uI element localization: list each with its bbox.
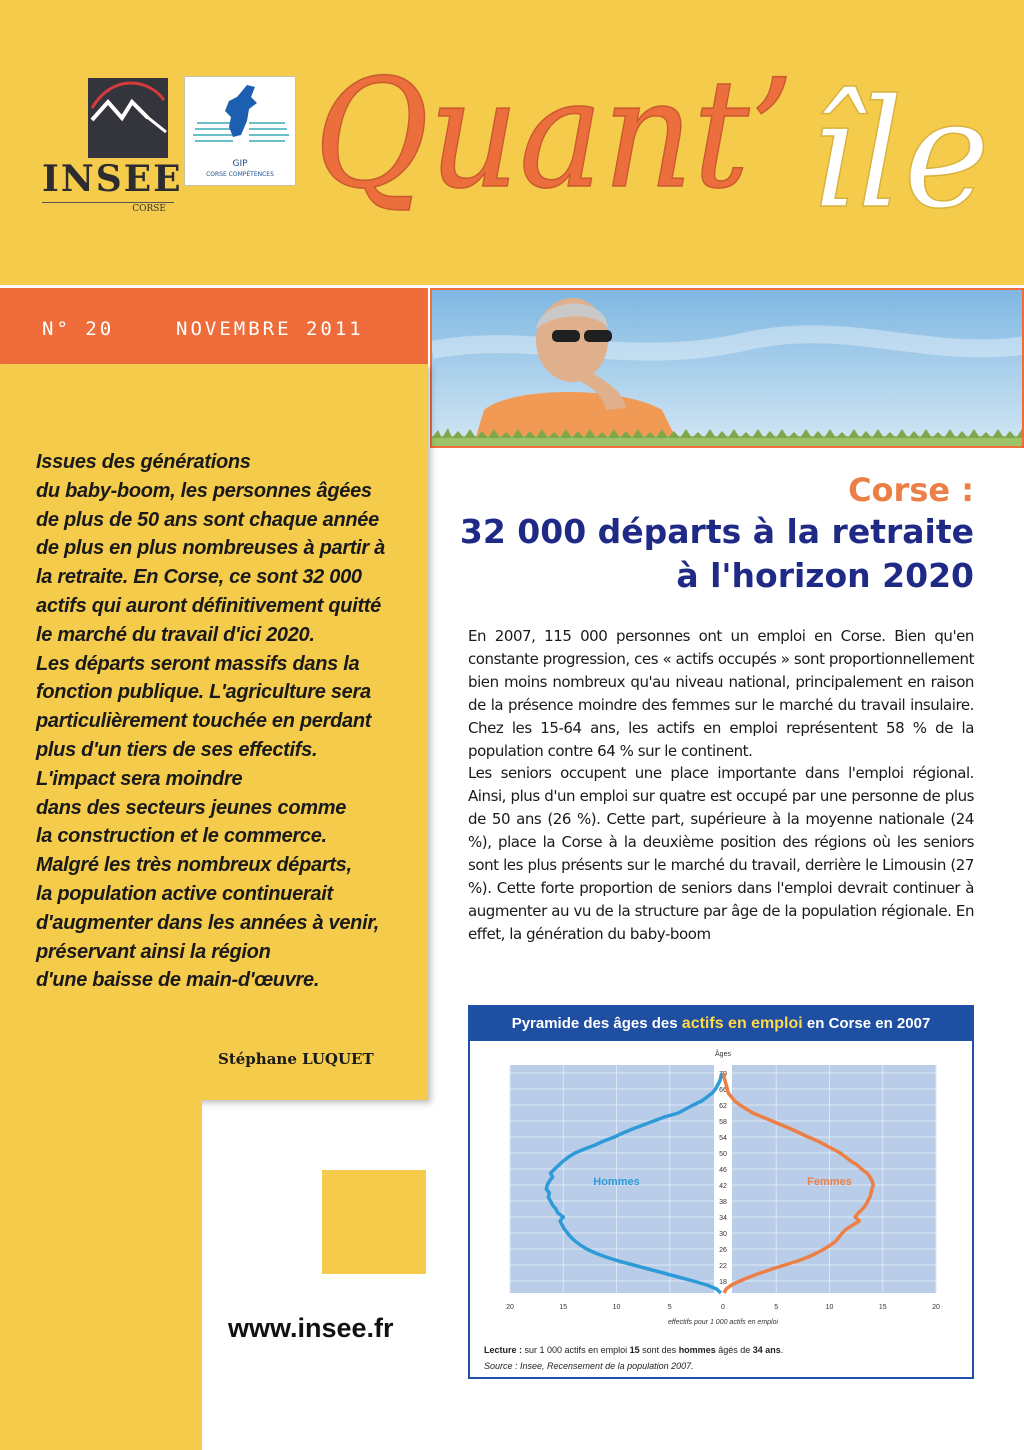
x-tick-label: 15 [878, 1304, 887, 1311]
intro-line: Malgré les très nombreux départs, [36, 854, 352, 877]
x-tick-label: 5 [774, 1304, 779, 1311]
intro-line: d'augmenter dans les années à venir, [36, 911, 379, 934]
chart-title-suffix: en Corse en 2007 [806, 1015, 931, 1032]
y-tick-label: 22 [719, 1263, 727, 1270]
headline-main: 32 000 départs à la retraite [459, 512, 974, 551]
y-tick-label: 70 [719, 1071, 727, 1078]
y-tick-label: 46 [719, 1167, 727, 1174]
gip-name: GIP [232, 159, 248, 169]
chart-reading-note [484, 1345, 783, 1355]
chart-plot [470, 1041, 972, 1343]
age-pyramid-chart [468, 1005, 974, 1379]
intro-line: la construction et le commerce. [36, 825, 327, 848]
cover-photo [430, 288, 1024, 448]
article-headline [440, 470, 974, 598]
intro-line: L'impact sera moindre [36, 767, 243, 790]
magazine-title-accent: île [810, 68, 990, 236]
headline-sub: à l'horizon 2020 [676, 556, 974, 595]
x-tick-label: 0 [721, 1304, 725, 1311]
author-name: Stéphane LUQUET [218, 1050, 374, 1068]
decorative-square [322, 1170, 426, 1274]
issue-bar [0, 288, 428, 364]
note-label: Lecture : [484, 1345, 523, 1355]
gip-logo[interactable] [184, 76, 296, 186]
note-text: sont des [642, 1345, 677, 1355]
intro-line: préservant ainsi la région [36, 940, 271, 963]
article-paragraph: En 2007, 115 000 personnes ont un emploi en Corse. Bien qu'en constante progression, ces « actifs occupés » sont proportionnellement bien moins nombreux qu'au niveau national, principalement en raison de la présence moindre des femmes sur le marché du travail insulaire. Chez les 15-64 ans, les actifs en emploi représentent 58 % de la population contre 64 % sur le continent. [468, 627, 974, 760]
intro-line: Issues des générations [36, 451, 251, 473]
headline-region: Corse : [848, 471, 974, 509]
series-label-femmes: Femmes [807, 1176, 852, 1188]
intro-line: d'une baisse de main-d'œuvre. [36, 969, 320, 992]
note-value: 15 [629, 1345, 640, 1355]
magazine-title-main: Quant’ [314, 48, 794, 222]
note-text: sur 1 000 actifs en emploi [524, 1345, 628, 1355]
y-tick-label: 66 [719, 1087, 727, 1094]
y-tick-label: 34 [719, 1215, 727, 1222]
x-tick-label: 15 [559, 1304, 568, 1311]
x-tick-label: 10 [825, 1304, 834, 1311]
intro-line: plus d'un tiers de ses effectifs. [36, 738, 318, 761]
insee-wordmark: INSEE [42, 158, 183, 200]
article-paragraph: Les seniors occupent une place importante dans l'emploi régional. Ainsi, plus d'un emploi sur quatre est occupé par une personne de plus de 50 ans (26 %). Cette part, supérieure à la moyenne nationale (24 %), place la Corse à la deuxième position des régions où les seniors sont les plus présents sur le marché du travail, derrière le Limousin (27 %). Cette forte proportion de seniors dans l'emploi devrait continuer à augmenter au vu de la structure par âge de la population régionale. En effet, la génération du baby-boom [468, 764, 974, 943]
intro-panel-strip [0, 1100, 202, 1450]
y-tick-label: 26 [719, 1247, 727, 1254]
y-tick-label: 30 [719, 1231, 727, 1238]
intro-line: de plus de 50 ans sont chaque année [36, 508, 379, 531]
intro-line: le marché du travail d'ici 2020. [36, 623, 315, 646]
x-tick-label: 10 [612, 1304, 621, 1311]
corsica-island-icon [185, 77, 295, 157]
magazine-title [314, 46, 1004, 236]
issue-number: N° 20 [42, 318, 115, 340]
x-tick-label: 20 [506, 1304, 514, 1311]
website-link[interactable]: www.insee.fr [228, 1313, 394, 1343]
chart-title [470, 1007, 972, 1041]
y-tick-label: 38 [719, 1199, 727, 1206]
y-tick-label: 42 [719, 1183, 727, 1190]
y-tick-label: 54 [719, 1135, 727, 1142]
y-tick-label: 18 [719, 1279, 727, 1286]
intro-line: actifs qui auront définitivement quitté [36, 594, 381, 617]
x-tick-label: 20 [932, 1304, 940, 1311]
chart-title-highlight: actifs en emploi [681, 1015, 803, 1032]
insee-logo[interactable] [42, 72, 183, 222]
intro-line: fonction publique. L'agriculture sera [36, 681, 371, 704]
note-text: âgés de [718, 1345, 751, 1355]
chart-title-prefix: Pyramide des âges des [511, 1015, 678, 1032]
note-end: . [780, 1345, 784, 1355]
x-tick-label: 5 [667, 1304, 672, 1311]
insee-region-label: CORSE [42, 202, 174, 214]
note-value: 34 ans [752, 1345, 781, 1355]
y-axis-label: Âges [715, 1051, 731, 1058]
issue-date: NOVEMBRE 2011 [176, 318, 364, 340]
intro-summary [36, 448, 416, 995]
series-label-hommes: Hommes [593, 1176, 640, 1188]
intro-line: Les départs seront massifs dans la [36, 652, 360, 675]
intro-line: particulièrement touchée en perdant [36, 710, 372, 733]
x-axis-label: effectifs pour 1 000 actifs en emploi [667, 1319, 779, 1326]
gip-subtitle: CORSE COMPÉTENCES [206, 171, 274, 178]
y-tick-label: 50 [719, 1151, 727, 1158]
intro-line: de plus en plus nombreuses à partir à [36, 537, 385, 560]
intro-line: du baby-boom, les personnes âgées [36, 479, 372, 502]
insee-emblem [88, 78, 168, 158]
y-tick-label: 58 [719, 1119, 727, 1126]
intro-line: la population active continuerait [36, 882, 333, 905]
chart-source: Source : Insee, Recensement de la population 2007. [484, 1361, 694, 1371]
y-tick-label: 62 [719, 1103, 727, 1110]
intro-line: dans des secteurs jeunes comme [36, 796, 347, 819]
intro-line: la retraite. En Corse, ce sont 32 000 [36, 566, 362, 589]
article-body [468, 625, 974, 946]
note-value: hommes [678, 1345, 716, 1355]
